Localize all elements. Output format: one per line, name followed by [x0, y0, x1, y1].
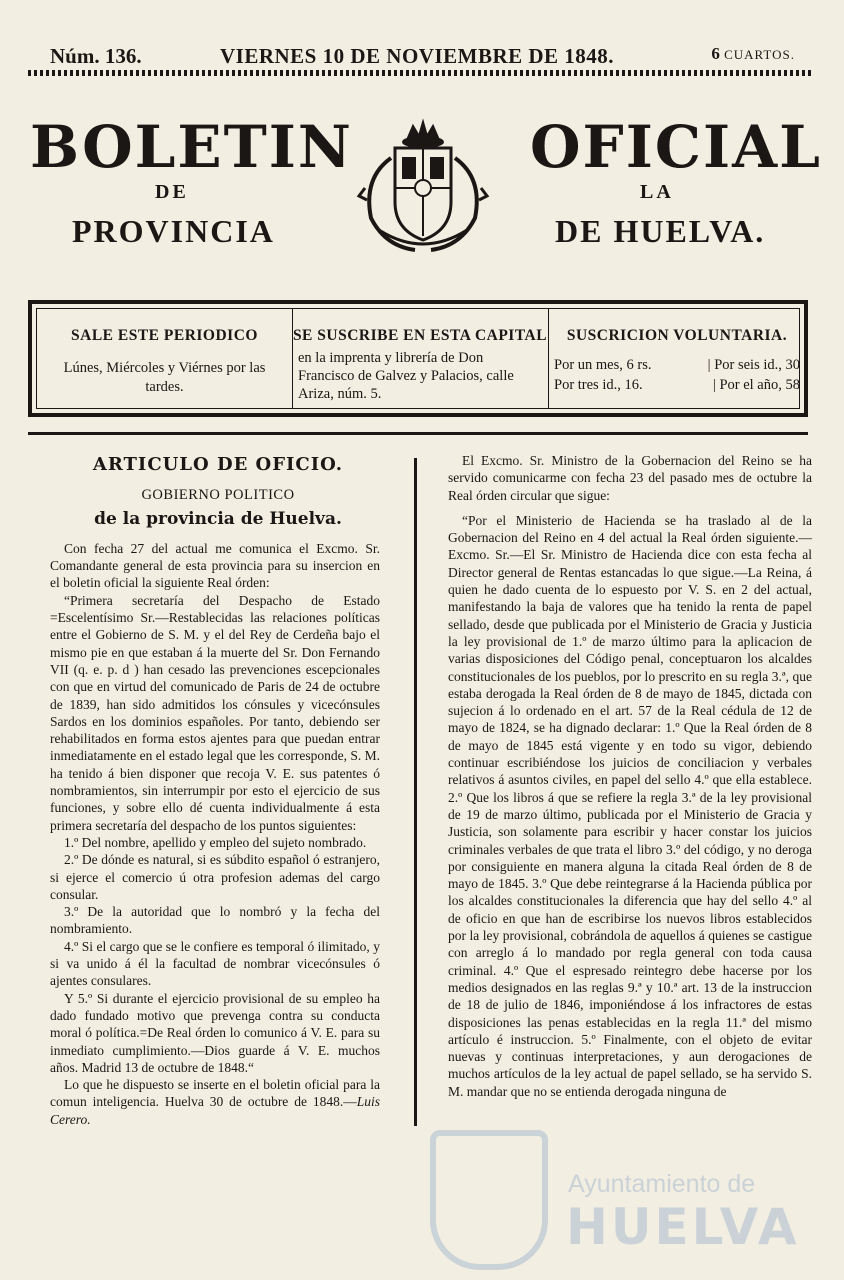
title-boletin: BOLETIN	[30, 113, 353, 181]
paragraph: “Primera secretaría del Despacho de Estado =Escelentísimo Sr.—Restablecidas las relaciones políticas entre el Gobierno de S. M. y el del Rey de Cerdeña bajo el mismo pie en que estaban á la muerte del Sr. Don Fernando VII (q. e. p. d ) han cesado las prevenciones escepcionales con que en virtud del comunicado de Paris de 24 de octubre de 1839, han sido admitidos los cónsules y vicecónsules Sardos en los dominios españoles. Por tanto, debiendo ser rehabilitados en forma estos ajentes para que puedan entrar inmediatamente en el estado legal que les corresponde, S. M. ha tenido á bien disponer que recoja V. E. sus patentes ó nombramientos, sin interrumpir por esto el ejercicio de sus funciones, y sobre ello dé cuenta individualmente á esta primera secretaría del despacho de los puntos siguientes:	[50, 592, 380, 833]
government-heading: GOBIERNO POLITICO	[141, 487, 295, 504]
right-column	[448, 452, 812, 1100]
subscribe-heading: SE SUSCRIBE EN ESTA CAPITAL	[292, 327, 548, 344]
price-unit: CUARTOS.	[724, 47, 795, 62]
watermark-shield-icon	[430, 1130, 548, 1270]
paragraph: El Excmo. Sr. Ministro de la Gobernacion del Reino se ha servido comunicarme con fecha 23 del pasado mes de octubre la Real órden circular que sigue:	[448, 453, 812, 503]
column-divider	[414, 458, 417, 1126]
rate-month: Por un mes, 6 rs.	[554, 357, 652, 373]
paragraph: 2.º De dónde es natural, si es súbdito español ó estranjero, si ejerce el comercio ú otra profesion ademas del cargo consular.	[50, 852, 380, 902]
subscription-info-box	[28, 300, 808, 417]
dotted-rule	[28, 70, 814, 76]
issue-date: VIERNES 10 DE NOVIEMBRE DE 1848.	[220, 44, 615, 68]
title-de: DE	[155, 181, 189, 203]
title-oficial: OFICIAL	[530, 113, 822, 181]
watermark-line1: Ayuntamiento de	[568, 1170, 756, 1198]
rates-column	[548, 309, 806, 408]
title-provincia: PROVINCIA	[72, 213, 275, 249]
title-de-huelva: DE HUELVA.	[555, 213, 766, 249]
province-heading: de la provincia de Huelva.	[94, 508, 342, 529]
rate-three: Por tres id., 16.	[554, 377, 643, 393]
price-number: 6	[711, 44, 720, 63]
issue-line	[50, 44, 795, 66]
section-rule	[28, 432, 808, 435]
paragraph: 3.º De la autoridad que lo nombró y la fecha del nombramiento.	[50, 904, 380, 937]
rates-row-2	[554, 375, 800, 395]
paragraph: Con fecha 27 del actual me comunica el Excmo. Sr. Comandante general de esta provincia para su insercion en el boletin oficial la siguiente Real órden:	[50, 540, 380, 591]
schedule-text: Lúnes, Miércoles y Viérnes por las tardes.	[63, 360, 266, 395]
rate-six: | Por seis id., 30	[707, 357, 800, 373]
left-column	[28, 452, 380, 1128]
signature: Luis Cerero.	[50, 1094, 380, 1127]
article-heading: ARTICULO DE OFICIO.	[92, 454, 344, 475]
rates-heading: SUSCRICION VOLUNTARIA.	[566, 327, 788, 344]
paragraph	[50, 1076, 380, 1128]
paragraph: 1.º Del nombre, apellido y empleo del sujeto nombrado.	[64, 834, 367, 850]
paragraph: Y 5.º Si durante el ejercicio provisional de su empleo ha dado fundado motivo que prevenga contra su conducta moral ó política.=De Real órden lo comunico á V. E. para su inmediato cumplimiento.—Dios guarde á V. E. muchos años. Madrid 13 de octubre de 1848.“	[50, 990, 380, 1075]
paragraph: 4.º Si el cargo que se le confiere es temporal ó ilimitado, y si va unido á él la facultad de nombrar vicecónsules ó ajentes consulares.	[50, 938, 380, 989]
schedule-column	[37, 309, 293, 408]
royal-crest-icon	[355, 118, 491, 254]
issue-number: Núm. 136.	[50, 44, 142, 68]
archive-watermark	[430, 1100, 830, 1270]
issue-price	[711, 44, 795, 64]
title-la: LA	[640, 181, 674, 203]
rates-row-1	[554, 355, 800, 375]
closing-text: Lo que he dispuesto se inserte en el boletin oficial para la comun inteligencia. Huelva 30 de octubre de 1848.—	[50, 1077, 380, 1110]
rate-year: | Por el año, 58	[712, 377, 800, 393]
subscribe-column	[292, 309, 549, 408]
watermark-line2: HUELVA	[566, 1198, 800, 1256]
subscribe-text: en la imprenta y librería de Don Francisco de Galvez y Palacios, calle Ariza, núm. 5.	[298, 350, 514, 402]
paragraph: “Por el Ministerio de Hacienda se ha traslado al de la Gobernacion del Reino en 4 del actual la Real órden siguiente.—Excmo. Sr.—El Sr. Ministro de Hacienda dice con esta fecha al Director general de Rentas estancadas lo que sigue.—La Reina, á quien he dado cuenta de lo espuesto por V. S. en 2 del actual, manifestando la baja de valores que ha tenido la renta de papel sellado, desde que publicada por el Ministerio de Gracia y Justicia la ley provisional de 1.º de marzo último para la aplicacion de varias disposiciones del Código penal, conceptuaron los alcaldes constitucionales de los pueblos, por lo prescrito en su regla 3.ª, que estaba derogada la Real órden de 8 de mayo de 1845, dictada con sujecion á lo ordenado en el art. 57 de la Real cédula de 12 de mayo de 1824, se ha dignado declarar: 1.º Que la Real órden de 8 de mayo de 1845 está vigente y en todo su vigor, debiendo continuar escribiéndose los juicios de conciliacion y verbales relativos á asuntos civiles, en papel del sello 4.º que ella establece. 2.º Que los libros á que se refiere la regla 3.ª de la ley provisional de 19 de marzo último, publicada por el Ministerio de Gracia y Justicia, son solamente para escribir y hacer constar los juicios criminales verbales de que trata el libro 3.º del código, y no deroga por consiguiente en manera alguna la citada Real órden de 8 de mayo de 1845. 3.º Que debe reintegrarse á la Hacienda pública por los alcaldes constitucionales la diferencia que hay del sello 4.º al de oficio en que han de escribirse los nuevos libros establecidos por la ley provisional, cobrándola de aquellos á quienes se castigue con arreglo á lo mandado por regla general con toda causa criminal. 4.º Que el espresado reintegro debe hacerse por los medios designados en las reglas 9.ª y 10.ª art. 13 de la instruccion de 18 de julio de 1846, imponiéndose á los infractores de estas disposiciones las penas establecidas en la regla 11.ª del mismo artículo é instruccion. 5.º Finalmente, con el objeto de evitar nuevas y continuas interpretaciones, y aun derogaciones de muchos artículos de la ley actual de papel sellado, se ha servido S. M. mandar que no se entienda derogada ninguna de	[448, 512, 812, 1099]
schedule-heading: SALE ESTE PERIODICO	[71, 327, 258, 344]
